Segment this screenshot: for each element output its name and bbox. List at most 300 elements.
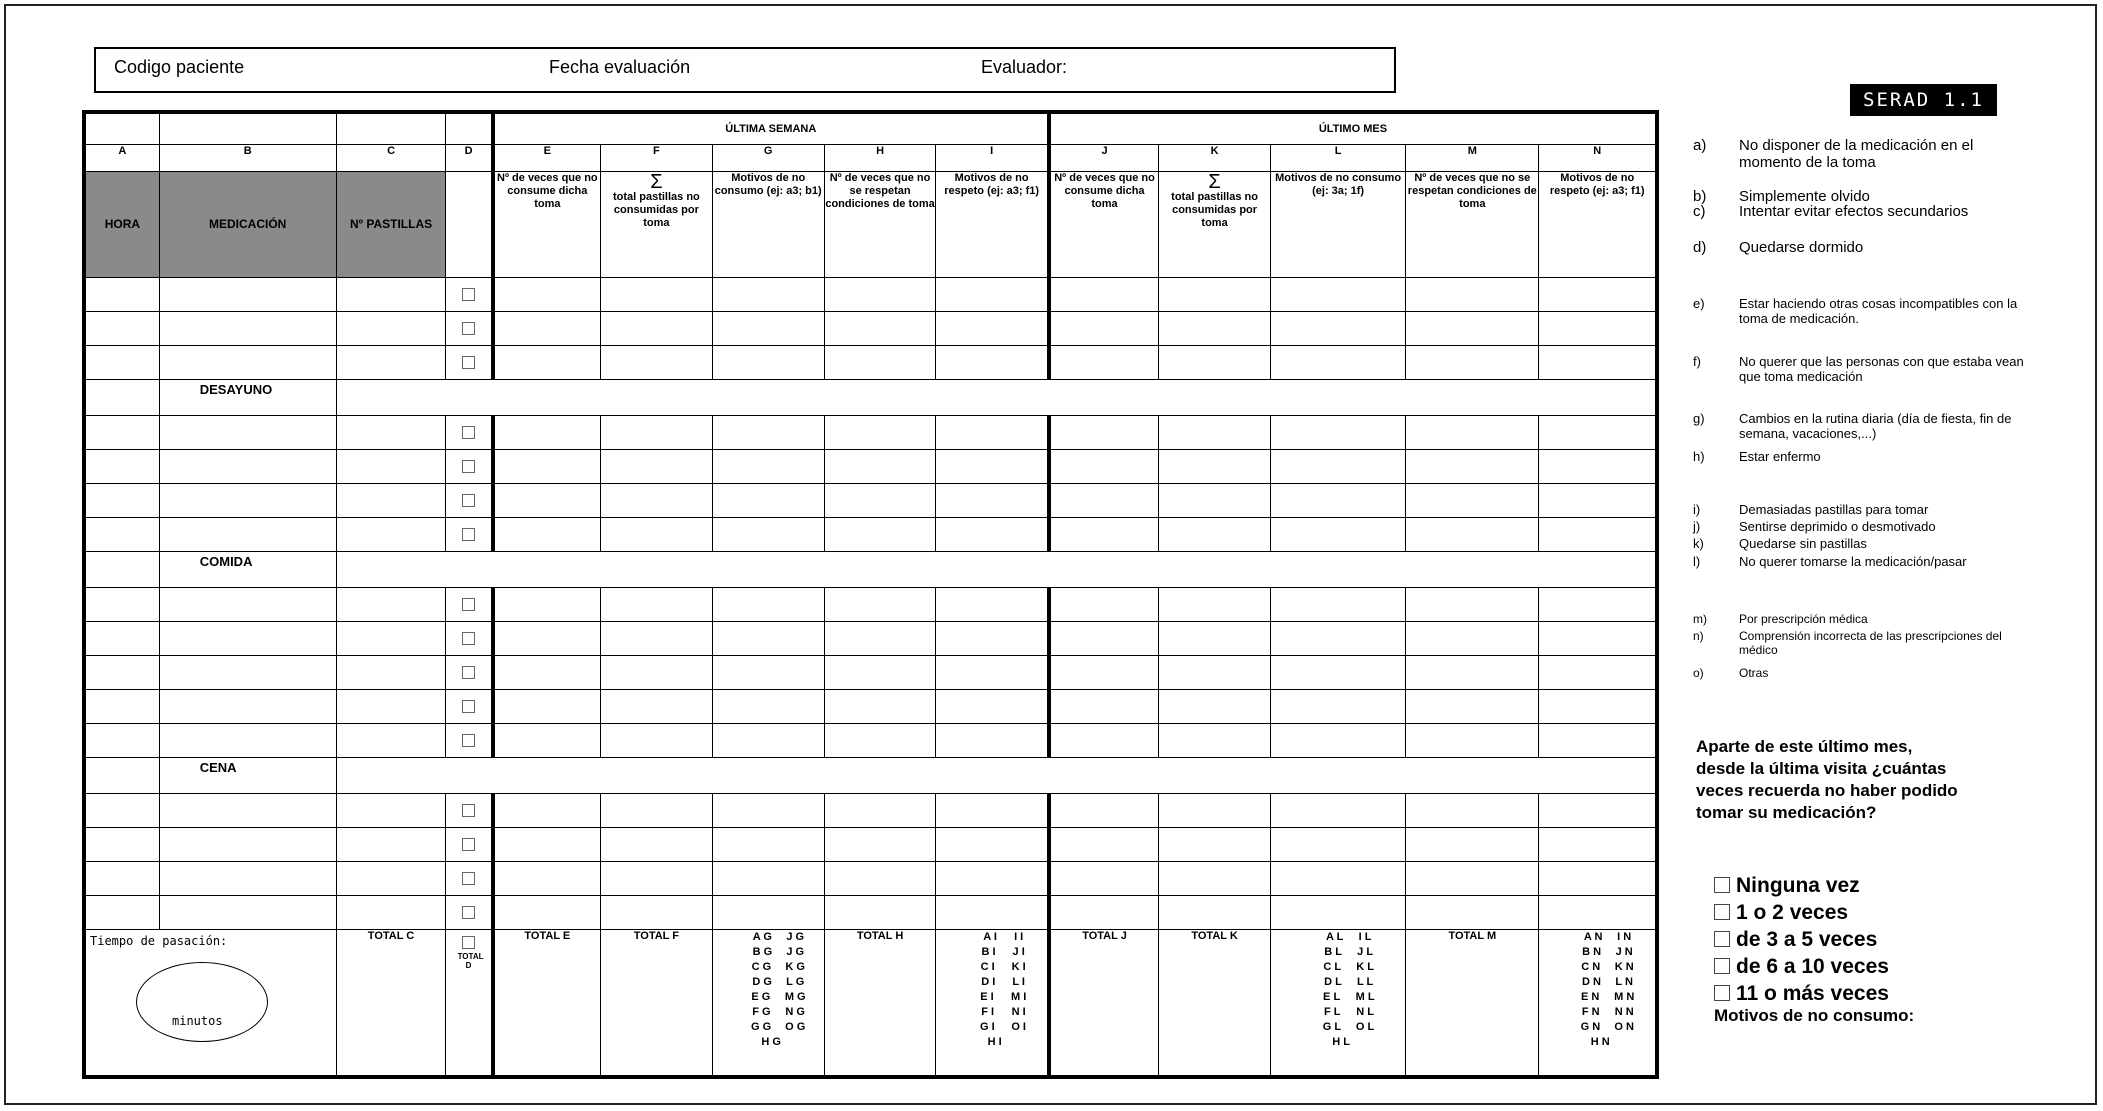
table-row	[84, 588, 1657, 622]
cell-b[interactable]	[159, 656, 336, 690]
cell-f[interactable]	[600, 724, 712, 758]
checkbox[interactable]	[462, 356, 475, 369]
cell-l[interactable]	[1270, 346, 1405, 380]
cell-a[interactable]	[84, 622, 159, 656]
cell-n[interactable]	[1539, 794, 1657, 828]
col-letter-j: J	[1049, 145, 1159, 172]
cell-c[interactable]	[336, 862, 446, 896]
cell-c[interactable]	[336, 794, 446, 828]
cell-i[interactable]	[936, 278, 1049, 312]
cell-e[interactable]	[493, 312, 601, 346]
cell-k[interactable]	[1159, 724, 1271, 758]
band-row	[84, 112, 1657, 145]
reason-code: D N	[1581, 976, 1601, 988]
cell-b[interactable]	[159, 450, 336, 484]
cell-j[interactable]	[1049, 312, 1159, 346]
cell-g[interactable]	[712, 622, 824, 656]
cell-e[interactable]	[493, 450, 601, 484]
cell-f[interactable]	[600, 622, 712, 656]
cell-b[interactable]	[159, 794, 336, 828]
cell-m[interactable]	[1406, 450, 1539, 484]
cell-e[interactable]	[493, 794, 601, 828]
cell-h[interactable]	[824, 484, 936, 518]
col-letter-a: A	[84, 145, 159, 172]
cell-n[interactable]	[1539, 346, 1657, 380]
checkbox[interactable]	[462, 598, 475, 611]
cell-b[interactable]	[159, 484, 336, 518]
cell-m[interactable]	[1406, 896, 1539, 930]
checkbox[interactable]	[1714, 904, 1730, 920]
cell-i[interactable]	[936, 794, 1049, 828]
cell-c[interactable]	[336, 518, 446, 552]
cell-k[interactable]	[1159, 312, 1271, 346]
cell-g[interactable]	[712, 416, 824, 450]
cell-k[interactable]	[1159, 862, 1271, 896]
legend-key: m)	[1693, 612, 1707, 626]
col-letter-c: C	[336, 145, 446, 172]
cell-l[interactable]	[1270, 724, 1405, 758]
cell-l[interactable]	[1270, 588, 1405, 622]
header-box	[94, 47, 1396, 93]
reason-code: L L	[1356, 976, 1374, 988]
cell-f[interactable]	[600, 588, 712, 622]
cell-c[interactable]	[336, 588, 446, 622]
cell-l[interactable]	[1270, 828, 1405, 862]
cell-j[interactable]	[1049, 862, 1159, 896]
reason-code: E N	[1580, 991, 1600, 1003]
cell-k[interactable]	[1159, 484, 1271, 518]
cell-l[interactable]	[1270, 690, 1405, 724]
reason-code: D I	[981, 976, 996, 988]
reason-code: I I	[1014, 931, 1024, 943]
checkbox[interactable]	[462, 804, 475, 817]
cell-n[interactable]	[1539, 862, 1657, 896]
cell-f[interactable]	[600, 518, 712, 552]
cell-a[interactable]	[84, 656, 159, 690]
cell-k[interactable]	[1159, 622, 1271, 656]
cell-g[interactable]	[712, 828, 824, 862]
meal-hour-cell	[84, 380, 159, 416]
cell-e[interactable]	[493, 862, 601, 896]
reason-code: K L	[1356, 961, 1374, 973]
cell-k[interactable]	[1159, 518, 1271, 552]
cell-i[interactable]	[936, 690, 1049, 724]
cell-k[interactable]	[1159, 794, 1271, 828]
cell-f[interactable]	[600, 794, 712, 828]
cell-j[interactable]	[1049, 518, 1159, 552]
cell-j[interactable]	[1049, 622, 1159, 656]
table-row	[84, 896, 1657, 930]
cell-e[interactable]	[493, 518, 601, 552]
checkbox[interactable]	[1714, 877, 1730, 893]
cell-m[interactable]	[1406, 794, 1539, 828]
cell-n[interactable]	[1539, 724, 1657, 758]
cell-i[interactable]	[936, 588, 1049, 622]
cell-l[interactable]	[1270, 416, 1405, 450]
cell-i[interactable]	[936, 724, 1049, 758]
col-head-n: Motivos de no respeto (ej: a3; f1)	[1539, 172, 1657, 278]
cell-a[interactable]	[84, 450, 159, 484]
col-head-l: Motivos de no consumo (ej: 3a; 1f)	[1270, 172, 1405, 278]
cell-e[interactable]	[493, 346, 601, 380]
cell-e[interactable]	[493, 690, 601, 724]
checkbox[interactable]	[462, 906, 475, 919]
cell-b[interactable]	[159, 588, 336, 622]
cell-g[interactable]	[712, 656, 824, 690]
cell-m[interactable]	[1406, 588, 1539, 622]
cell-i[interactable]	[936, 450, 1049, 484]
meal-spacer	[336, 380, 1657, 416]
cell-j[interactable]	[1049, 724, 1159, 758]
col-letter-h: H	[824, 145, 936, 172]
cell-b[interactable]	[159, 622, 336, 656]
cell-j[interactable]	[1049, 416, 1159, 450]
cell-j[interactable]	[1049, 450, 1159, 484]
cell-l[interactable]	[1270, 862, 1405, 896]
cell-h[interactable]	[824, 828, 936, 862]
cell-f[interactable]	[600, 312, 712, 346]
cell-h[interactable]	[824, 656, 936, 690]
cell-i[interactable]	[936, 346, 1049, 380]
cell-m[interactable]	[1406, 346, 1539, 380]
cell-i[interactable]	[936, 896, 1049, 930]
frequency-option[interactable]	[1714, 953, 1889, 980]
reason-code: G N	[1580, 1021, 1601, 1033]
cell-h[interactable]	[824, 896, 936, 930]
cell-h[interactable]	[824, 588, 936, 622]
cell-b[interactable]	[159, 278, 336, 312]
cell-e[interactable]	[493, 828, 601, 862]
cell-b[interactable]	[159, 312, 336, 346]
cell-b[interactable]	[159, 346, 336, 380]
cell-g[interactable]	[712, 346, 824, 380]
cell-a[interactable]	[84, 416, 159, 450]
reason-code: G G	[751, 1021, 772, 1033]
legend-key: k)	[1693, 536, 1704, 551]
table-row	[84, 416, 1657, 450]
cell-h[interactable]	[824, 622, 936, 656]
cell-b[interactable]	[159, 690, 336, 724]
total-d-cell: TOTAL D	[446, 930, 493, 1078]
cell-c[interactable]	[336, 896, 446, 930]
cell-i[interactable]	[936, 862, 1049, 896]
cell-c[interactable]	[336, 312, 446, 346]
cell-g[interactable]	[712, 484, 824, 518]
cell-a[interactable]	[84, 828, 159, 862]
cell-j[interactable]	[1049, 346, 1159, 380]
cell-l[interactable]	[1270, 450, 1405, 484]
cell-h[interactable]	[824, 794, 936, 828]
cell-e[interactable]	[493, 484, 601, 518]
checkbox[interactable]	[462, 666, 475, 679]
cell-n[interactable]	[1539, 588, 1657, 622]
total-j: TOTAL J	[1049, 930, 1159, 1078]
cell-b[interactable]	[159, 724, 336, 758]
cell-m[interactable]	[1406, 862, 1539, 896]
cell-e[interactable]	[493, 656, 601, 690]
checkbox[interactable]	[462, 494, 475, 507]
cell-l[interactable]	[1270, 656, 1405, 690]
cell-k[interactable]	[1159, 690, 1271, 724]
minutos-label: minutos	[172, 1014, 223, 1028]
reason-code: H L	[1332, 1036, 1350, 1048]
cell-k[interactable]	[1159, 346, 1271, 380]
checkbox[interactable]	[462, 460, 475, 473]
legend-key: j)	[1693, 519, 1701, 534]
checkbox[interactable]	[1714, 985, 1730, 1001]
reason-code: A G	[752, 931, 772, 943]
cell-n[interactable]	[1539, 896, 1657, 930]
cell-j[interactable]	[1049, 828, 1159, 862]
cell-h[interactable]	[824, 278, 936, 312]
cell-e[interactable]	[493, 896, 601, 930]
cell-m[interactable]	[1406, 656, 1539, 690]
tiempo-cell	[84, 930, 336, 1078]
table-row	[84, 862, 1657, 896]
cell-l[interactable]	[1270, 896, 1405, 930]
cell-f[interactable]	[600, 450, 712, 484]
legend-key: h)	[1693, 449, 1705, 464]
cell-c[interactable]	[336, 690, 446, 724]
cell-a[interactable]	[84, 896, 159, 930]
col-letter-i: I	[936, 145, 1049, 172]
cell-l[interactable]	[1270, 622, 1405, 656]
cell-e[interactable]	[493, 724, 601, 758]
cell-e[interactable]	[493, 622, 601, 656]
meal-row	[84, 380, 1657, 416]
cell-n[interactable]	[1539, 656, 1657, 690]
cell-a[interactable]	[84, 518, 159, 552]
cell-g[interactable]	[712, 690, 824, 724]
reason-line	[1545, 930, 1655, 945]
cell-i[interactable]	[936, 518, 1049, 552]
meal-spacer	[336, 758, 1657, 794]
cell-a[interactable]	[84, 862, 159, 896]
col-letter-f: F	[600, 145, 712, 172]
cell-k[interactable]	[1159, 588, 1271, 622]
cell-e[interactable]	[493, 588, 601, 622]
cell-n[interactable]	[1539, 622, 1657, 656]
cell-n[interactable]	[1539, 828, 1657, 862]
cell-k[interactable]	[1159, 416, 1271, 450]
cell-m[interactable]	[1406, 278, 1539, 312]
cell-i[interactable]	[936, 484, 1049, 518]
cell-c[interactable]	[336, 484, 446, 518]
checkbox[interactable]	[462, 288, 475, 301]
cell-b[interactable]	[159, 518, 336, 552]
cell-h[interactable]	[824, 312, 936, 346]
cell-e[interactable]	[493, 278, 601, 312]
frequency-option[interactable]	[1714, 899, 1889, 926]
cell-k[interactable]	[1159, 828, 1271, 862]
cell-j[interactable]	[1049, 690, 1159, 724]
checkbox[interactable]	[1714, 931, 1730, 947]
reason-code: A N	[1583, 931, 1603, 943]
checkbox[interactable]	[462, 838, 475, 851]
cell-a[interactable]	[84, 312, 159, 346]
reason-code: K I	[1011, 961, 1026, 973]
cell-h[interactable]	[824, 690, 936, 724]
cell-l[interactable]	[1270, 518, 1405, 552]
cell-j[interactable]	[1049, 588, 1159, 622]
col-letter-b: B	[159, 145, 336, 172]
cell-c[interactable]	[336, 828, 446, 862]
cell-m[interactable]	[1406, 312, 1539, 346]
cell-n[interactable]	[1539, 416, 1657, 450]
reason-code: D L	[1324, 976, 1342, 988]
frequency-option[interactable]	[1714, 872, 1889, 899]
frequency-option[interactable]	[1714, 980, 1889, 1007]
cell-h[interactable]	[824, 450, 936, 484]
cell-m[interactable]	[1406, 416, 1539, 450]
cell-c[interactable]	[336, 622, 446, 656]
col-head-m: Nº de veces que no se respetan condiciones de toma	[1406, 172, 1539, 278]
cell-m[interactable]	[1406, 690, 1539, 724]
reason-code: N I	[1011, 1006, 1026, 1018]
table-row	[84, 518, 1657, 552]
reason-line	[1545, 1035, 1655, 1050]
cell-g[interactable]	[712, 518, 824, 552]
cell-n[interactable]	[1539, 450, 1657, 484]
cell-b[interactable]	[159, 416, 336, 450]
cell-j[interactable]	[1049, 896, 1159, 930]
checkbox[interactable]	[462, 528, 475, 541]
cell-n[interactable]	[1539, 484, 1657, 518]
cell-n[interactable]	[1539, 278, 1657, 312]
cell-a[interactable]	[84, 484, 159, 518]
frequency-options	[1714, 872, 1889, 1007]
checkbox[interactable]	[462, 322, 475, 335]
cell-i[interactable]	[936, 312, 1049, 346]
cell-g[interactable]	[712, 278, 824, 312]
cell-g[interactable]	[712, 312, 824, 346]
reason-line	[719, 975, 824, 990]
cell-e[interactable]	[493, 416, 601, 450]
cell-b[interactable]	[159, 896, 336, 930]
cell-g[interactable]	[712, 588, 824, 622]
frequency-option[interactable]	[1714, 926, 1889, 953]
cell-i[interactable]	[936, 656, 1049, 690]
cell-i[interactable]	[936, 622, 1049, 656]
cell-b[interactable]	[159, 828, 336, 862]
legend-key: g)	[1693, 411, 1705, 426]
cell-j[interactable]	[1049, 794, 1159, 828]
cell-l[interactable]	[1270, 484, 1405, 518]
cell-a[interactable]	[84, 690, 159, 724]
cell-n[interactable]	[1539, 312, 1657, 346]
checkbox[interactable]	[462, 700, 475, 713]
cell-g[interactable]	[712, 794, 824, 828]
cell-m[interactable]	[1406, 622, 1539, 656]
cell-f[interactable]	[600, 828, 712, 862]
cell-g[interactable]	[712, 896, 824, 930]
table-row	[84, 278, 1657, 312]
reason-line	[1545, 1005, 1655, 1020]
cell-m[interactable]	[1406, 518, 1539, 552]
checkbox[interactable]	[1714, 958, 1730, 974]
reason-code: N N	[1614, 1006, 1634, 1018]
cell-l[interactable]	[1270, 278, 1405, 312]
total-h: TOTAL H	[824, 930, 936, 1078]
cell-c[interactable]	[336, 656, 446, 690]
table-row	[84, 690, 1657, 724]
cell-f[interactable]	[600, 862, 712, 896]
cell-i[interactable]	[936, 828, 1049, 862]
cell-h[interactable]	[824, 518, 936, 552]
cell-f[interactable]	[600, 896, 712, 930]
minutes-circle[interactable]	[136, 962, 268, 1042]
checkbox[interactable]	[462, 734, 475, 747]
reason-code: A I	[983, 931, 997, 943]
cell-l[interactable]	[1270, 794, 1405, 828]
cell-h[interactable]	[824, 346, 936, 380]
cell-m[interactable]	[1406, 828, 1539, 862]
cell-c[interactable]	[336, 416, 446, 450]
cell-k[interactable]	[1159, 896, 1271, 930]
cell-g[interactable]	[712, 862, 824, 896]
cell-f[interactable]	[600, 278, 712, 312]
form-code-badge: SERAD 1.1	[1851, 85, 1996, 115]
reason-code: B N	[1582, 946, 1602, 958]
cell-a[interactable]	[84, 724, 159, 758]
tiempo-label: Tiempo de pasación:	[90, 934, 228, 948]
cell-n[interactable]	[1539, 518, 1657, 552]
cell-d	[446, 278, 493, 312]
cell-h[interactable]	[824, 862, 936, 896]
cell-f[interactable]	[600, 690, 712, 724]
cell-c[interactable]	[336, 278, 446, 312]
cell-f[interactable]	[600, 484, 712, 518]
reason-code: F N	[1581, 1006, 1600, 1018]
cell-c[interactable]	[336, 724, 446, 758]
cell-h[interactable]	[824, 724, 936, 758]
checkbox[interactable]	[462, 632, 475, 645]
cell-a[interactable]	[84, 278, 159, 312]
cell-h[interactable]	[824, 416, 936, 450]
cell-i[interactable]	[936, 416, 1049, 450]
last-visit-question: Aparte de este último mes, desde la última visita ¿cuántas veces recuerda no haber podido tomar su medicación?	[1696, 737, 1958, 822]
cell-k[interactable]	[1159, 278, 1271, 312]
checkbox[interactable]	[462, 426, 475, 439]
checkbox[interactable]	[462, 936, 475, 949]
cell-f[interactable]	[600, 416, 712, 450]
cell-k[interactable]	[1159, 656, 1271, 690]
cell-k[interactable]	[1159, 450, 1271, 484]
reason-code: F L	[1323, 1006, 1341, 1018]
cell-n[interactable]	[1539, 690, 1657, 724]
meal-label: CENA	[159, 758, 336, 794]
cell-a[interactable]	[84, 588, 159, 622]
cell-g[interactable]	[712, 450, 824, 484]
cell-j[interactable]	[1049, 278, 1159, 312]
checkbox[interactable]	[462, 872, 475, 885]
cell-j[interactable]	[1049, 656, 1159, 690]
cell-f[interactable]	[600, 346, 712, 380]
cell-j[interactable]	[1049, 484, 1159, 518]
cell-c[interactable]	[336, 346, 446, 380]
cell-m[interactable]	[1406, 724, 1539, 758]
cell-a[interactable]	[84, 346, 159, 380]
reason-code: C G	[751, 961, 772, 973]
cell-m[interactable]	[1406, 484, 1539, 518]
cell-f[interactable]	[600, 656, 712, 690]
cell-g[interactable]	[712, 724, 824, 758]
cell-c[interactable]	[336, 450, 446, 484]
cell-a[interactable]	[84, 794, 159, 828]
cell-b[interactable]	[159, 862, 336, 896]
reason-line	[942, 960, 1046, 975]
cell-l[interactable]	[1270, 312, 1405, 346]
